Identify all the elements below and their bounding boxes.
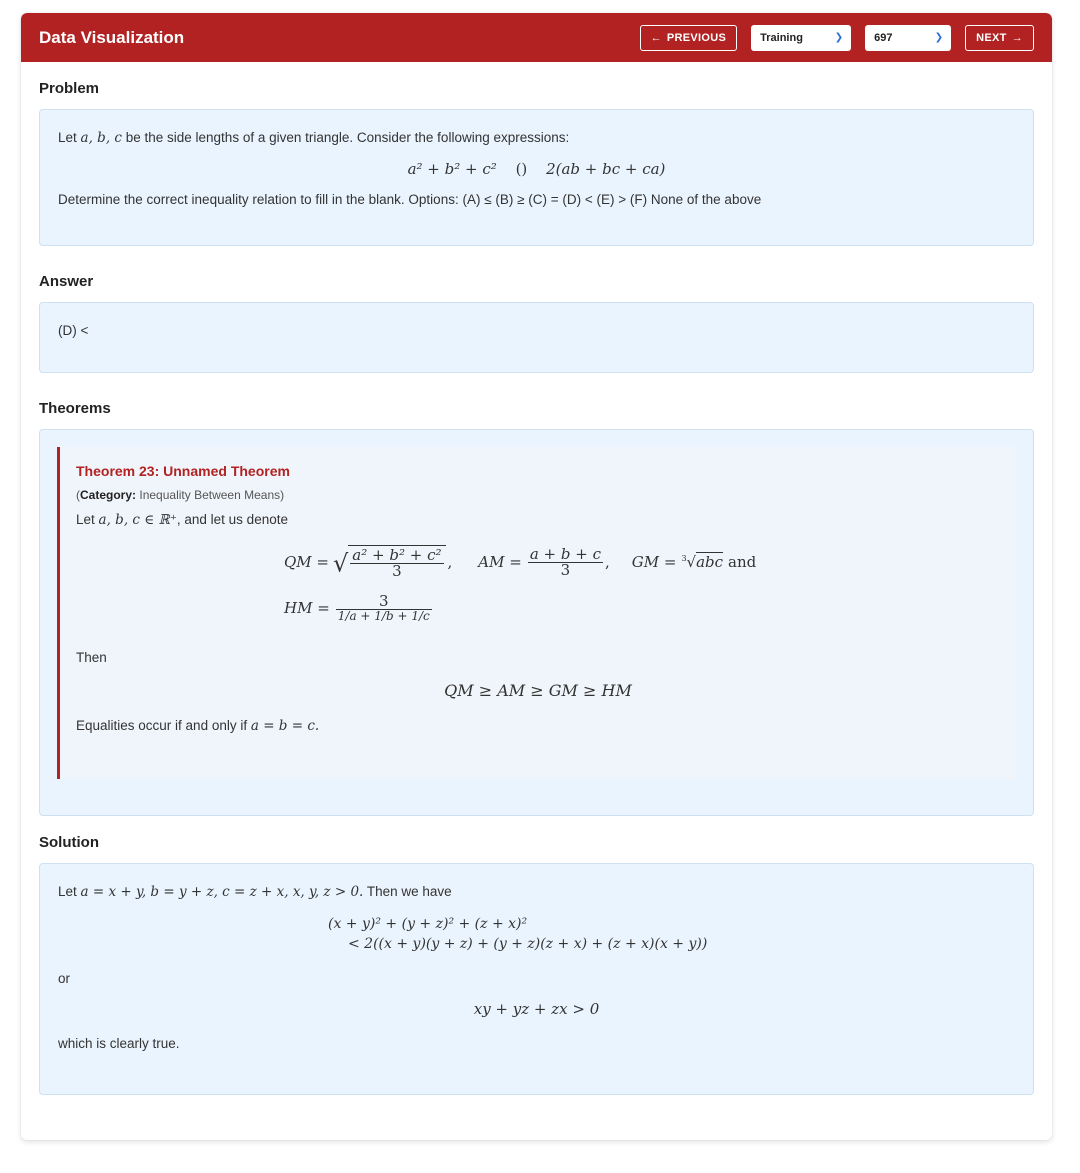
theorem-means-formula (284, 540, 1000, 630)
solution-inequality: (x + y)² + (y + z)² + (z + x)² < 2((x + y)(y + z) + (y + z)(z + x) + (z + x)(x + y)) (328, 916, 708, 953)
theorem-intro: Let a, b, c ∈ ℝ⁺, and let us denote (76, 512, 288, 528)
theorems-box (39, 429, 1034, 816)
next-button[interactable] (965, 25, 1034, 51)
app-title: Data Visualization (39, 27, 185, 47)
previous-button[interactable] (640, 25, 738, 51)
solution-box (39, 863, 1034, 1095)
chevron-down-icon: ❯ (934, 32, 944, 43)
chevron-down-icon: ❯ (834, 32, 844, 43)
theorems-heading: Theorems (39, 400, 111, 417)
next-label: NEXT (976, 31, 1007, 44)
problem-box (39, 109, 1034, 246)
header-bar (21, 13, 1052, 62)
sqrt-symbol: √ $\frac{\text{a² + b² + c²}}{3}$ (333, 545, 446, 579)
theorem-card (57, 447, 1016, 779)
theorem-equality: Equalities occur if and only if a = b = c. (76, 718, 320, 734)
solution-eq3: xy + yz + zx > 0 (473, 999, 600, 1018)
arrow-left-icon: ← (650, 31, 662, 44)
previous-label: PREVIOUS (666, 31, 727, 44)
split-select[interactable] (751, 25, 851, 51)
index-select-value: 697 (874, 31, 893, 44)
arrow-right-icon: → (1011, 31, 1023, 44)
index-select[interactable] (865, 25, 951, 51)
theorem-chain: QM ≥ AM ≥ GM ≥ HM (444, 681, 632, 700)
means-row-1: QM = √ $\frac{\text{a² + b² + c²}}{3}$ , AM = $\frac{a + b + c}{3}$ , GM = $^3$√abc and (284, 544, 757, 580)
problem-heading: Problem (39, 80, 100, 97)
answer-text: (D) < (58, 323, 89, 338)
problem-expression: a² + b² + c² () 2(ab + bc + ca) (407, 160, 666, 178)
solution-conclusion: which is clearly true. (58, 1035, 180, 1051)
split-select-value: Training (760, 31, 803, 44)
solution-or: or (58, 970, 71, 986)
answer-heading: Answer (39, 273, 94, 290)
means-row-2: HM = $\frac{3}{1/a + 1/b + 1/c}$ (284, 592, 430, 623)
main-card (21, 13, 1052, 1140)
solution-line1: Let a = x + y, b = y + z, c = z + x, x, y, z > 0. Then we have (58, 884, 452, 900)
answer-box (39, 302, 1034, 373)
theorem-then: Then (76, 650, 107, 665)
theorem-category: (Category: Inequality Between Means) (76, 488, 285, 502)
solution-heading: Solution (39, 834, 99, 851)
problem-line1: Let a, b, c be the side lengths of a given triangle. Consider the following expressions: (58, 130, 570, 146)
theorem-title: Theorem 23: Unnamed Theorem (76, 463, 290, 479)
problem-options: Determine the correct inequality relation to fill in the blank. Options: (A) ≤ (B) ≥ (C) = (D) < (E) > (F) None of the above (58, 192, 762, 207)
